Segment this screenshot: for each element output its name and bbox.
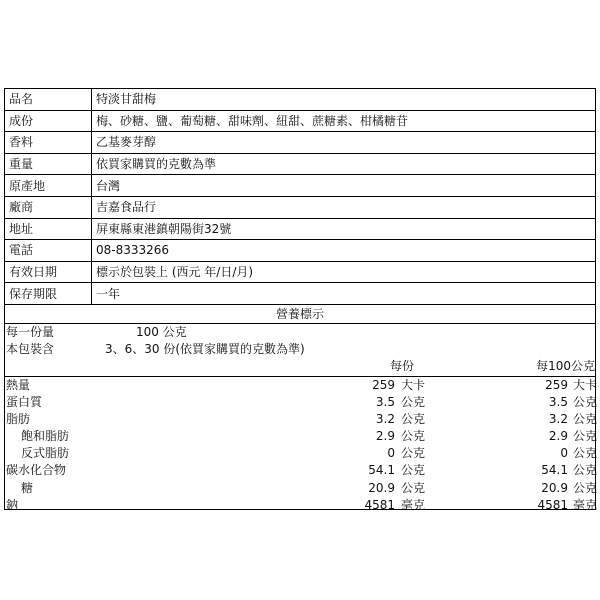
info-row: [5, 218, 595, 240]
info-value: 梅、砂糖、鹽、葡萄糖、甜味劑、紐甜、蔗糖素、柑橘糖苷: [92, 110, 596, 132]
per-100g-unit: 公克: [573, 411, 598, 426]
info-row: [5, 261, 595, 283]
info-value: 08-8333266: [92, 240, 596, 262]
servings-per-package-value: 3、6、30 份(依買家購買的克數為準): [105, 342, 305, 357]
info-value: 乙基麥芽醇: [92, 132, 596, 154]
info-value: 屏東縣東港鎮朝陽街32號: [92, 218, 596, 240]
info-row: [5, 175, 595, 197]
per-serving-unit: 公克: [401, 463, 426, 478]
nutrition-facts: [5, 324, 598, 514]
info-row: [5, 89, 595, 110]
nutrient-list: [5, 377, 598, 515]
nutrient-row: [5, 445, 598, 462]
column-per-serving: 每份: [389, 359, 414, 374]
per-serving-value: 4581: [364, 497, 395, 512]
serving-size-label: 每一份量: [6, 324, 55, 339]
per-100g-value: 259: [545, 377, 568, 392]
product-info-table: [5, 89, 595, 305]
info-row: [5, 240, 595, 262]
column-per-100g: 每100公克: [536, 359, 595, 374]
nutrient-row: [5, 497, 598, 514]
per-100g-unit: 公克: [573, 429, 598, 444]
product-label-sheet: [4, 88, 596, 510]
nutrient-row: [5, 428, 598, 445]
per-100g-value: 3.5: [548, 394, 568, 409]
per-serving-unit: 公克: [401, 480, 426, 495]
info-label: 原產地: [5, 175, 92, 197]
per-serving-unit: 公克: [401, 411, 426, 426]
per-serving-unit: 毫克: [401, 497, 426, 512]
info-label: 保存期限: [5, 283, 92, 305]
per-serving-value: 20.9: [368, 480, 395, 495]
per-serving-unit: 公克: [401, 394, 426, 409]
per-serving-value: 3.5: [375, 394, 395, 409]
nutrient-name: 鈉: [6, 497, 19, 512]
nutrient-row: [5, 480, 598, 497]
nutrient-row: [5, 394, 598, 411]
per-100g-value: 54.1: [541, 463, 568, 478]
per-100g-unit: 公克: [573, 463, 598, 478]
info-label: 地址: [5, 218, 92, 240]
per-serving-value: 3.2: [375, 411, 395, 426]
info-row: [5, 132, 595, 154]
nutrient-name: 熱量: [6, 377, 31, 392]
info-label: 電話: [5, 240, 92, 262]
serving-size-row: [5, 324, 595, 341]
per-100g-value: 3.2: [548, 411, 568, 426]
info-value: 特淡甘甜梅: [92, 89, 596, 110]
info-value: 一年: [92, 283, 596, 305]
per-serving-value: 259: [372, 377, 395, 392]
per-serving-unit: 公克: [401, 429, 426, 444]
per-serving-value: 2.9: [375, 429, 395, 444]
info-value: 依買家購買的克數為準: [92, 153, 596, 175]
per-serving-value: 54.1: [368, 463, 395, 478]
per-100g-unit: 大卡: [573, 377, 598, 392]
nutrition-column-header: [5, 358, 595, 376]
per-100g-value: 0: [560, 446, 568, 461]
servings-per-package-row: [5, 341, 595, 358]
per-100g-unit: 公克: [573, 480, 598, 495]
info-row: [5, 196, 595, 218]
info-value: 標示於包裝上 (西元 年/日/月): [92, 261, 596, 283]
nutrient-row: [5, 462, 598, 479]
nutrition-title: 營養標示: [5, 305, 595, 324]
per-serving-value: 0: [387, 446, 395, 461]
per-100g-unit: 毫克: [573, 497, 598, 512]
per-100g-value: 20.9: [541, 480, 568, 495]
info-label: 廠商: [5, 196, 92, 218]
info-row: [5, 153, 595, 175]
nutrient-name: 蛋白質: [6, 394, 43, 409]
per-100g-value: 2.9: [548, 429, 568, 444]
nutrient-row: [5, 377, 598, 394]
per-serving-unit: 公克: [401, 446, 426, 461]
info-value: 台灣: [92, 175, 596, 197]
per-serving-unit: 大卡: [401, 377, 426, 392]
serving-size-value: 100 公克: [136, 324, 187, 339]
nutrient-name: 飽和脂肪: [21, 429, 70, 444]
nutrient-row: [5, 411, 598, 428]
nutrient-name: 碳水化合物: [6, 463, 67, 478]
per-100g-unit: 公克: [573, 446, 598, 461]
servings-per-package-label: 本包裝含: [6, 342, 55, 357]
per-100g-unit: 公克: [573, 394, 598, 409]
info-label: 有效日期: [5, 261, 92, 283]
info-value: 吉嘉食品行: [92, 196, 596, 218]
nutrient-name: 糖: [21, 480, 34, 495]
info-label: 香料: [5, 132, 92, 154]
info-label: 重量: [5, 153, 92, 175]
per-100g-value: 4581: [537, 497, 568, 512]
info-label: 成份: [5, 110, 92, 132]
nutrient-name: 反式脂肪: [21, 446, 70, 461]
info-label: 品名: [5, 89, 92, 110]
nutrient-name: 脂肪: [6, 411, 31, 426]
info-row: [5, 283, 595, 305]
info-row: [5, 110, 595, 132]
